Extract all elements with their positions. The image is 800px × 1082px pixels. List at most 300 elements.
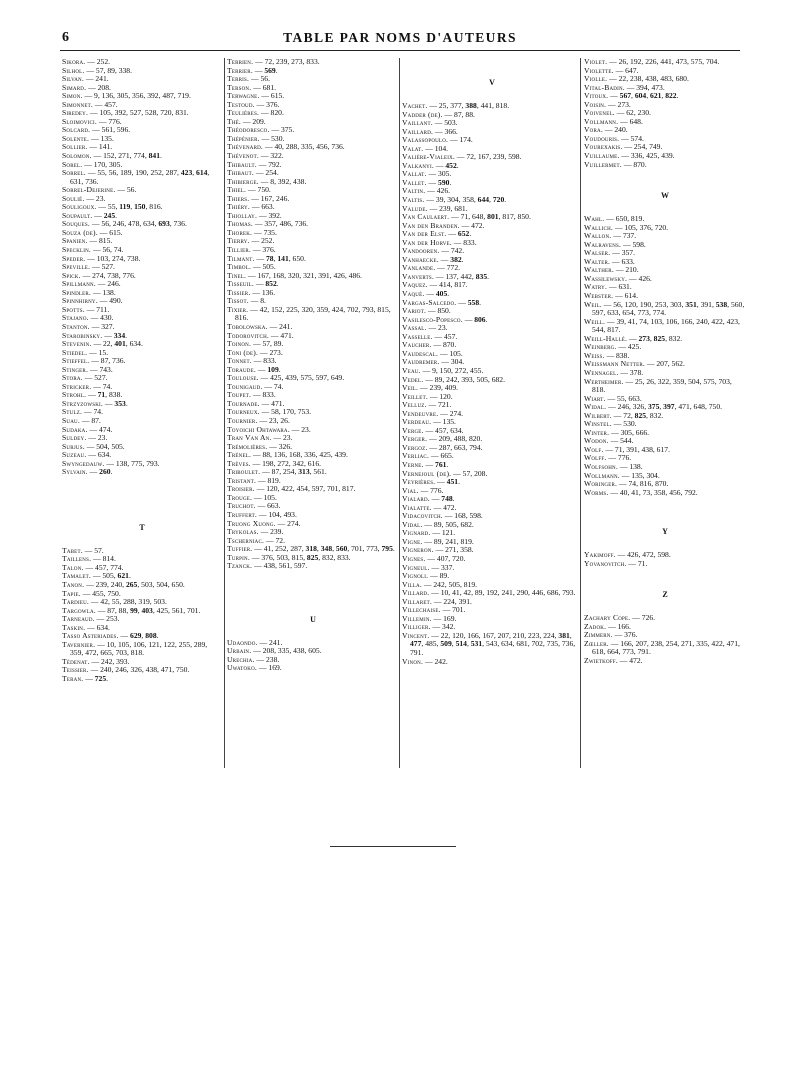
index-entry: Trèves. — 198, 272, 342, 616. bbox=[227, 458, 322, 468]
author-name: Suldey. bbox=[62, 433, 87, 443]
page-ref: 71 bbox=[460, 212, 469, 222]
page-ref: 737 bbox=[622, 231, 635, 241]
author-name: Urbain. bbox=[227, 646, 252, 656]
index-entry: Veillet. — 120. bbox=[402, 391, 453, 401]
author-name: Walser. bbox=[584, 248, 611, 258]
spacer bbox=[584, 169, 746, 191]
page-ref: 598 bbox=[632, 239, 644, 249]
index-entry: Trémolières. — 326. bbox=[227, 441, 293, 451]
page-ref: 597 bbox=[315, 373, 328, 383]
index-entry: Trouge. — 105. bbox=[227, 492, 277, 502]
index-entry: Van Caulaert. — 71, 648, 801, 817, 850. bbox=[402, 212, 531, 222]
author-name: Yakimoff. bbox=[584, 550, 616, 560]
author-name: Tardieu. bbox=[62, 597, 90, 607]
page-ref: 457 bbox=[104, 99, 116, 109]
index-entry: Terrier. — 569. bbox=[227, 65, 278, 75]
page-ref: 426 bbox=[627, 550, 639, 560]
page-ref: 238 bbox=[650, 638, 663, 648]
index-entry: Tierry. — 252. bbox=[227, 236, 275, 246]
author-name: Simon. bbox=[62, 91, 83, 101]
author-name: Villard. bbox=[402, 588, 430, 598]
author-name: Souza (de). bbox=[62, 227, 98, 237]
index-entry: Tournade. — 471. bbox=[227, 398, 285, 408]
page-ref: 738 bbox=[107, 270, 119, 280]
author-name: Thévenot. bbox=[227, 151, 259, 161]
author-name: Stora. bbox=[62, 373, 83, 383]
page-ref: 775 bbox=[131, 458, 143, 468]
page-ref: 26 bbox=[618, 57, 627, 66]
index-entry: Trykolas. — 239. bbox=[227, 527, 284, 537]
page-ref: 120 bbox=[452, 630, 464, 640]
page-ref: 25 bbox=[438, 101, 447, 110]
page-ref: 430 bbox=[100, 313, 112, 323]
page-ref: 245 bbox=[103, 210, 116, 220]
page-ref: 424 bbox=[331, 304, 344, 314]
page-ref: 817 bbox=[454, 280, 466, 290]
page-ref: 39 bbox=[435, 195, 444, 205]
author-name: Stieffel. bbox=[62, 356, 90, 366]
page-ref: 633 bbox=[607, 308, 619, 318]
author-name: Wiart. bbox=[584, 393, 606, 403]
index-entry: Vasselle. — 457. bbox=[402, 331, 458, 341]
author-name: Tédenat. bbox=[62, 656, 90, 666]
page-ref: 833 bbox=[262, 390, 274, 400]
page-ref: 169 bbox=[443, 613, 455, 623]
author-name: Strzyzowski. bbox=[62, 398, 104, 408]
author-name: Stulz. bbox=[62, 407, 83, 417]
index-entry: Uwatoko. — 169. bbox=[227, 663, 282, 673]
index-entry: Vanverts. — 137, 442, 835. bbox=[402, 271, 490, 281]
author-name: Villiger. bbox=[402, 622, 431, 632]
index-entry: Tamalet. — 505, 621. bbox=[62, 571, 131, 581]
page-ref: 208 bbox=[97, 82, 109, 92]
page-ref: 680 bbox=[675, 74, 687, 84]
author-name: Vigne. bbox=[402, 536, 423, 546]
page-ref: 23 bbox=[97, 433, 106, 443]
page-ref: 825 bbox=[634, 410, 647, 420]
index-entry: Urbain. — 208, 335, 438, 605. bbox=[227, 646, 322, 656]
author-name: Wolff. bbox=[584, 453, 607, 463]
author-name: Winstel. bbox=[584, 419, 612, 429]
page-ref: 736 bbox=[561, 639, 574, 649]
author-name: Teran. bbox=[62, 674, 84, 683]
page-ref: 359 bbox=[672, 376, 685, 386]
page-ref: 207 bbox=[656, 359, 668, 369]
index-column-2 bbox=[227, 58, 399, 673]
page-ref: 103 bbox=[96, 253, 109, 263]
page-ref: 405 bbox=[435, 289, 448, 299]
author-name: Weil. bbox=[584, 299, 602, 309]
page-ref: 241 bbox=[501, 588, 513, 598]
page-ref: 394 bbox=[636, 82, 648, 92]
author-name: Weill-Hallé. bbox=[584, 333, 628, 343]
index-entry: Thorek. — 735. bbox=[227, 227, 277, 237]
index-entry: Speville. — 527. bbox=[62, 262, 115, 272]
page-ref: 89 bbox=[434, 374, 443, 384]
author-name: Verge. bbox=[402, 425, 424, 435]
page-ref: 381 bbox=[558, 630, 570, 640]
author-name: Toyoichi Ohtawara. bbox=[227, 424, 290, 434]
index-entry: Veau. — 9, 150, 272, 455. bbox=[402, 365, 484, 375]
author-name: Vadder (de). bbox=[402, 109, 443, 119]
author-name: Valtin. bbox=[402, 186, 426, 196]
index-entry: Vandooren. — 742. bbox=[402, 246, 465, 256]
page-ref: 617 bbox=[656, 444, 669, 454]
page-ref: 618 bbox=[592, 647, 604, 657]
page-ref: 192 bbox=[630, 57, 642, 66]
author-name: Vanhaecke. bbox=[402, 254, 439, 264]
index-entry: Souques. — 56, 246, 478, 634, 693, 736. bbox=[62, 219, 187, 229]
page-ref: 401 bbox=[114, 339, 126, 349]
page-ref: 422 bbox=[711, 316, 723, 326]
page-ref: 438 bbox=[641, 444, 653, 454]
page-ref: 376 bbox=[624, 630, 636, 640]
page-ref: 335 bbox=[696, 638, 708, 648]
page-ref: 225 bbox=[286, 304, 298, 314]
index-entry: Vignard. — 121. bbox=[402, 528, 456, 538]
page-ref: 806 bbox=[474, 314, 486, 324]
page-ref: 665 bbox=[100, 648, 112, 658]
page-ref: 558 bbox=[467, 297, 480, 307]
author-name: Strohl. bbox=[62, 390, 87, 400]
page-ref: 41 bbox=[627, 316, 636, 326]
author-name: Valat. bbox=[402, 143, 424, 153]
page-ref: 736 bbox=[331, 142, 343, 152]
page-ref: 838 bbox=[108, 390, 121, 400]
page-ref: 702 bbox=[531, 639, 543, 649]
page-ref: 169 bbox=[268, 663, 280, 673]
page-ref: 56 bbox=[108, 168, 117, 178]
author-name: Trykolas. bbox=[227, 527, 259, 537]
author-name: Tuffier. bbox=[227, 544, 253, 554]
author-name: Vigneron. bbox=[402, 545, 434, 555]
page-ref: 816 bbox=[235, 313, 247, 323]
author-name: Souques. bbox=[62, 219, 91, 229]
page-ref: 255 bbox=[178, 639, 191, 649]
page-ref: 819 bbox=[267, 475, 279, 485]
page-ref: 750 bbox=[257, 185, 269, 195]
page-ref: 596 bbox=[116, 125, 129, 135]
author-name: Tamalet. bbox=[62, 571, 91, 581]
author-name: Trouge. bbox=[227, 492, 253, 502]
author-name: Thibault. bbox=[227, 159, 257, 169]
index-entry: Veil. — 239, 409. bbox=[402, 383, 459, 393]
page-ref: 358 bbox=[654, 487, 666, 497]
page-ref: 504 bbox=[688, 376, 700, 386]
page-ref: 348 bbox=[320, 544, 333, 554]
page-ref: 62 bbox=[626, 108, 634, 118]
author-name: Spindler. bbox=[62, 287, 92, 297]
index-entry: Vaquez. — 414, 817. bbox=[402, 280, 468, 290]
page-ref: 327 bbox=[101, 321, 113, 331]
author-name: Uwatoko. bbox=[227, 663, 258, 673]
page-ref: 190 bbox=[639, 299, 652, 309]
index-entry: Tscherniac. — 72. bbox=[227, 535, 285, 545]
author-name: Vignes. bbox=[402, 553, 426, 563]
page-ref: 472 bbox=[471, 220, 483, 230]
index-entry: Vollmann. — 648. bbox=[584, 116, 643, 126]
author-name: Vedel. bbox=[402, 374, 424, 384]
index-entry: Weiss. — 838. bbox=[584, 350, 630, 360]
index-entry: Toinon. — 57, 89. bbox=[227, 339, 284, 349]
page-ref: 23 bbox=[268, 415, 277, 425]
page-ref: 774 bbox=[110, 562, 122, 572]
page-ref: 71 bbox=[637, 558, 646, 568]
index-entry: Weil. — 56, 120, 190, 253, 303, 351, 391, 538, 560, 597, 633, 654, 773, 774. bbox=[584, 299, 745, 318]
index-entry: Taskin. — 634. bbox=[62, 622, 110, 632]
author-name: Tisseuil. bbox=[227, 279, 254, 289]
page-ref: 509 bbox=[440, 639, 452, 649]
page-ref: 615 bbox=[270, 91, 283, 101]
page-ref: 503 bbox=[276, 552, 288, 562]
page-ref: 99 bbox=[130, 605, 138, 615]
page-ref: 527 bbox=[94, 373, 106, 383]
page-ref: 702 bbox=[347, 304, 359, 314]
index-entry: Tédenat. — 242, 393. bbox=[62, 656, 130, 666]
author-name: Sollier. bbox=[62, 142, 88, 152]
author-name: Tissier. bbox=[227, 287, 251, 297]
page-ref: 87 bbox=[107, 605, 115, 615]
index-entry: Verge. — 457, 634. bbox=[402, 425, 464, 435]
author-name: Stajano. bbox=[62, 313, 89, 323]
page-ref: 104 bbox=[434, 143, 447, 153]
index-entry: Wahl. — 650, 819. bbox=[584, 214, 645, 224]
page-ref: 57 bbox=[262, 339, 271, 349]
index-entry: Vendeuvre. — 274. bbox=[402, 408, 464, 418]
author-name: Solcard. bbox=[62, 125, 91, 135]
page-ref: 74 bbox=[93, 407, 102, 417]
page-ref: 503 bbox=[141, 579, 153, 589]
page-ref: 189 bbox=[120, 168, 132, 178]
page-ref: 289 bbox=[193, 639, 206, 649]
page-ref: 40 bbox=[619, 487, 628, 497]
spacer bbox=[584, 537, 746, 551]
page-ref: 452 bbox=[445, 160, 457, 170]
page-ref: 319 bbox=[138, 597, 150, 607]
index-entry: Weill-Hallé. — 273, 825, 832. bbox=[584, 333, 683, 343]
index-entry: Théodoresco. — 375. bbox=[227, 125, 295, 135]
index-entry: Vialatte. — 472. bbox=[402, 502, 457, 512]
page-ref: 358 bbox=[462, 195, 474, 205]
page-ref: 748 bbox=[441, 494, 453, 504]
page-ref: 288 bbox=[123, 597, 135, 607]
page-ref: 287 bbox=[438, 442, 451, 452]
author-name: Vendeuvre. bbox=[402, 408, 439, 418]
page-ref: 120 bbox=[439, 391, 451, 401]
page-ref: 265 bbox=[125, 579, 138, 589]
page-ref: 209 bbox=[252, 116, 264, 126]
section-letter: T bbox=[139, 522, 145, 532]
page-ref: 254 bbox=[265, 168, 277, 178]
page-ref: 87 bbox=[91, 415, 99, 425]
page-ref: 621 bbox=[650, 91, 662, 101]
index-entry: Yovanovitch. — 71. bbox=[584, 558, 648, 568]
index-entry: Terris. — 56. bbox=[227, 74, 270, 84]
page-ref: 835 bbox=[475, 271, 488, 281]
page-ref: 438 bbox=[263, 561, 275, 571]
page-ref: 438 bbox=[293, 646, 305, 656]
page-ref: 422 bbox=[711, 638, 723, 648]
author-name: Tierry. bbox=[227, 236, 250, 246]
section-letter: V bbox=[489, 78, 495, 87]
page-ref: 254 bbox=[283, 467, 295, 477]
page-ref: 166 bbox=[617, 621, 629, 631]
page-ref: 242 bbox=[433, 579, 445, 589]
index-entry: Thiers. — 167, 246. bbox=[227, 193, 290, 203]
page-ref: 305 bbox=[438, 169, 450, 179]
author-name: Thiers. bbox=[227, 193, 250, 203]
index-entry: Tzanck. — 438, 561, 597. bbox=[227, 561, 308, 571]
author-name: Thépénier. bbox=[227, 133, 260, 143]
page-ref: 87 bbox=[100, 356, 109, 366]
index-entry: Vial. — 776. bbox=[402, 485, 444, 495]
page-ref: 438 bbox=[293, 176, 305, 186]
author-name: Watry. bbox=[584, 282, 608, 292]
page-ref: 505 bbox=[102, 571, 114, 581]
page-ref: 795 bbox=[381, 544, 393, 554]
page-ref: 241 bbox=[445, 536, 457, 546]
author-name: Spick. bbox=[62, 270, 81, 280]
author-name: Vanverts. bbox=[402, 271, 434, 281]
index-entry: Vaucher. — 870. bbox=[402, 340, 457, 350]
author-name: Vial. bbox=[402, 485, 419, 495]
author-name: Targowla. bbox=[62, 605, 96, 615]
index-entry: Vigneron. — 271, 358. bbox=[402, 545, 474, 555]
page-ref: 241 bbox=[95, 74, 107, 84]
page-ref: 288 bbox=[285, 142, 298, 152]
author-name: Testoud. bbox=[227, 99, 255, 109]
page-ref: 486 bbox=[348, 270, 361, 280]
author-name: Swyngedauw. bbox=[62, 458, 105, 468]
page-ref: 121 bbox=[441, 528, 454, 538]
page-ref: 776 bbox=[430, 485, 442, 495]
index-entry: Specklin. — 56, 74. bbox=[62, 245, 124, 255]
author-name: Wodon. bbox=[584, 436, 609, 446]
index-entry: Wassilewsky. — 426. bbox=[584, 273, 652, 283]
author-name: Toni (de). bbox=[227, 347, 259, 357]
index-entry: Vital-Badin. — 394, 473. bbox=[584, 82, 665, 92]
page-ref: 483 bbox=[660, 74, 672, 84]
page-ref: 598 bbox=[508, 152, 520, 162]
page-ref: 815 bbox=[99, 236, 111, 246]
index-entry: Wolf. — 71, 391, 438, 617. bbox=[584, 444, 670, 454]
author-name: Trèves. bbox=[227, 458, 251, 468]
index-entry: Widal. — 246, 326, 375, 397, 471, 648, 750. bbox=[584, 402, 723, 412]
page-ref: 456 bbox=[316, 142, 328, 152]
page-ref: 135 bbox=[100, 133, 112, 143]
index-entry: Tarneaud. — 253. bbox=[62, 614, 120, 624]
page-ref: 357 bbox=[264, 219, 276, 229]
page-ref: 41 bbox=[631, 487, 639, 497]
index-entry: Tisseuil. — 852. bbox=[227, 279, 279, 289]
page-ref: 335 bbox=[301, 142, 313, 152]
page-ref: 503 bbox=[444, 118, 456, 128]
page-ref: 326 bbox=[632, 402, 645, 412]
index-entry: Wolff. — 776. bbox=[584, 453, 632, 463]
index-entry: Terson. — 681. bbox=[227, 82, 277, 92]
author-name: Wolfsohn. bbox=[584, 461, 618, 471]
index-entry: Vigne. — 89, 241, 819. bbox=[402, 536, 474, 546]
page-ref: 471 bbox=[678, 402, 690, 412]
page-ref: 514 bbox=[455, 639, 467, 649]
page-ref: 238 bbox=[265, 654, 278, 664]
index-entry: Vanlande. — 772. bbox=[402, 263, 461, 273]
page-ref: 693 bbox=[158, 219, 170, 229]
page-ref: 72 bbox=[466, 152, 475, 162]
page-ref: 359 bbox=[70, 648, 82, 658]
page-ref: 106 bbox=[133, 639, 145, 649]
index-entry: Zachary Cope. — 726. bbox=[584, 613, 656, 623]
page-ref: 208 bbox=[474, 468, 486, 478]
author-name: Vaudremer. bbox=[402, 357, 440, 367]
page-ref: 240 bbox=[110, 579, 123, 589]
page-ref: 41 bbox=[263, 544, 272, 554]
page-ref: 749 bbox=[649, 142, 661, 152]
page-ref: 121 bbox=[148, 639, 160, 649]
author-name: Spillmann. bbox=[62, 279, 96, 289]
author-name: Walravens. bbox=[584, 239, 622, 249]
author-name: Weill. bbox=[584, 316, 606, 326]
index-entry: Velluz. — 721. bbox=[402, 400, 452, 410]
author-name: Stinger. bbox=[62, 364, 89, 374]
page-ref: 106 bbox=[665, 316, 678, 326]
page-ref: 336 bbox=[304, 450, 316, 460]
page-ref: 814 bbox=[102, 554, 114, 564]
author-name: Terris. bbox=[227, 74, 250, 84]
index-entry: Spillmann. — 246. bbox=[62, 279, 121, 289]
page-ref: 141 bbox=[98, 142, 111, 152]
page-ref: 254 bbox=[665, 638, 678, 648]
author-name: Verne. bbox=[402, 459, 424, 469]
page-ref: 544 bbox=[592, 325, 604, 335]
spacer bbox=[584, 600, 746, 614]
index-entry: Watry. — 631. bbox=[584, 282, 632, 292]
index-entry: Suau. — 87. bbox=[62, 415, 101, 425]
author-name: Vallat. bbox=[402, 169, 427, 179]
author-name: Vignoli. bbox=[402, 571, 429, 581]
page-ref: 322 bbox=[270, 151, 282, 161]
author-name: Tonnet. bbox=[227, 356, 252, 366]
page-ref: 391 bbox=[626, 444, 638, 454]
index-entry: Tobolowska. — 241. bbox=[227, 321, 293, 331]
page-ref: 8 bbox=[260, 296, 265, 306]
page-ref: 681 bbox=[454, 203, 466, 213]
index-entry: Stinger. — 743. bbox=[62, 364, 113, 374]
page-ref: 74 bbox=[639, 316, 647, 326]
page-ref: 334 bbox=[113, 330, 126, 340]
page-ref: 366 bbox=[444, 126, 456, 136]
page-ref: 663 bbox=[261, 202, 273, 212]
author-name: Verliac. bbox=[402, 451, 430, 461]
index-entry: Tanon. — 239, 240, 265, 503, 504, 650. bbox=[62, 579, 185, 589]
page-ref: 326 bbox=[130, 665, 142, 675]
page-ref: 682 bbox=[491, 374, 504, 384]
page-ref: 426 bbox=[333, 270, 345, 280]
author-name: Tissot. bbox=[227, 296, 249, 306]
page-ref: 726 bbox=[641, 613, 654, 623]
index-entry: Truchot. — 663. bbox=[227, 501, 281, 511]
page-ref: 663 bbox=[628, 393, 640, 403]
page-ref: 648 bbox=[693, 402, 705, 412]
page-ref: 135 bbox=[442, 417, 455, 427]
index-entry: Weinberg. — 425. bbox=[584, 342, 642, 352]
page-ref: 791 bbox=[410, 648, 422, 657]
page-ref: 22 bbox=[102, 339, 111, 349]
page-ref: 122 bbox=[163, 639, 175, 649]
page-ref: 89 bbox=[439, 571, 448, 581]
author-name: Vigneul. bbox=[402, 562, 430, 572]
index-entry: Tavernier. — 10, 105, 106, 121, 122, 255, 289, 359, 472, 665, 703, 818. bbox=[62, 639, 208, 658]
